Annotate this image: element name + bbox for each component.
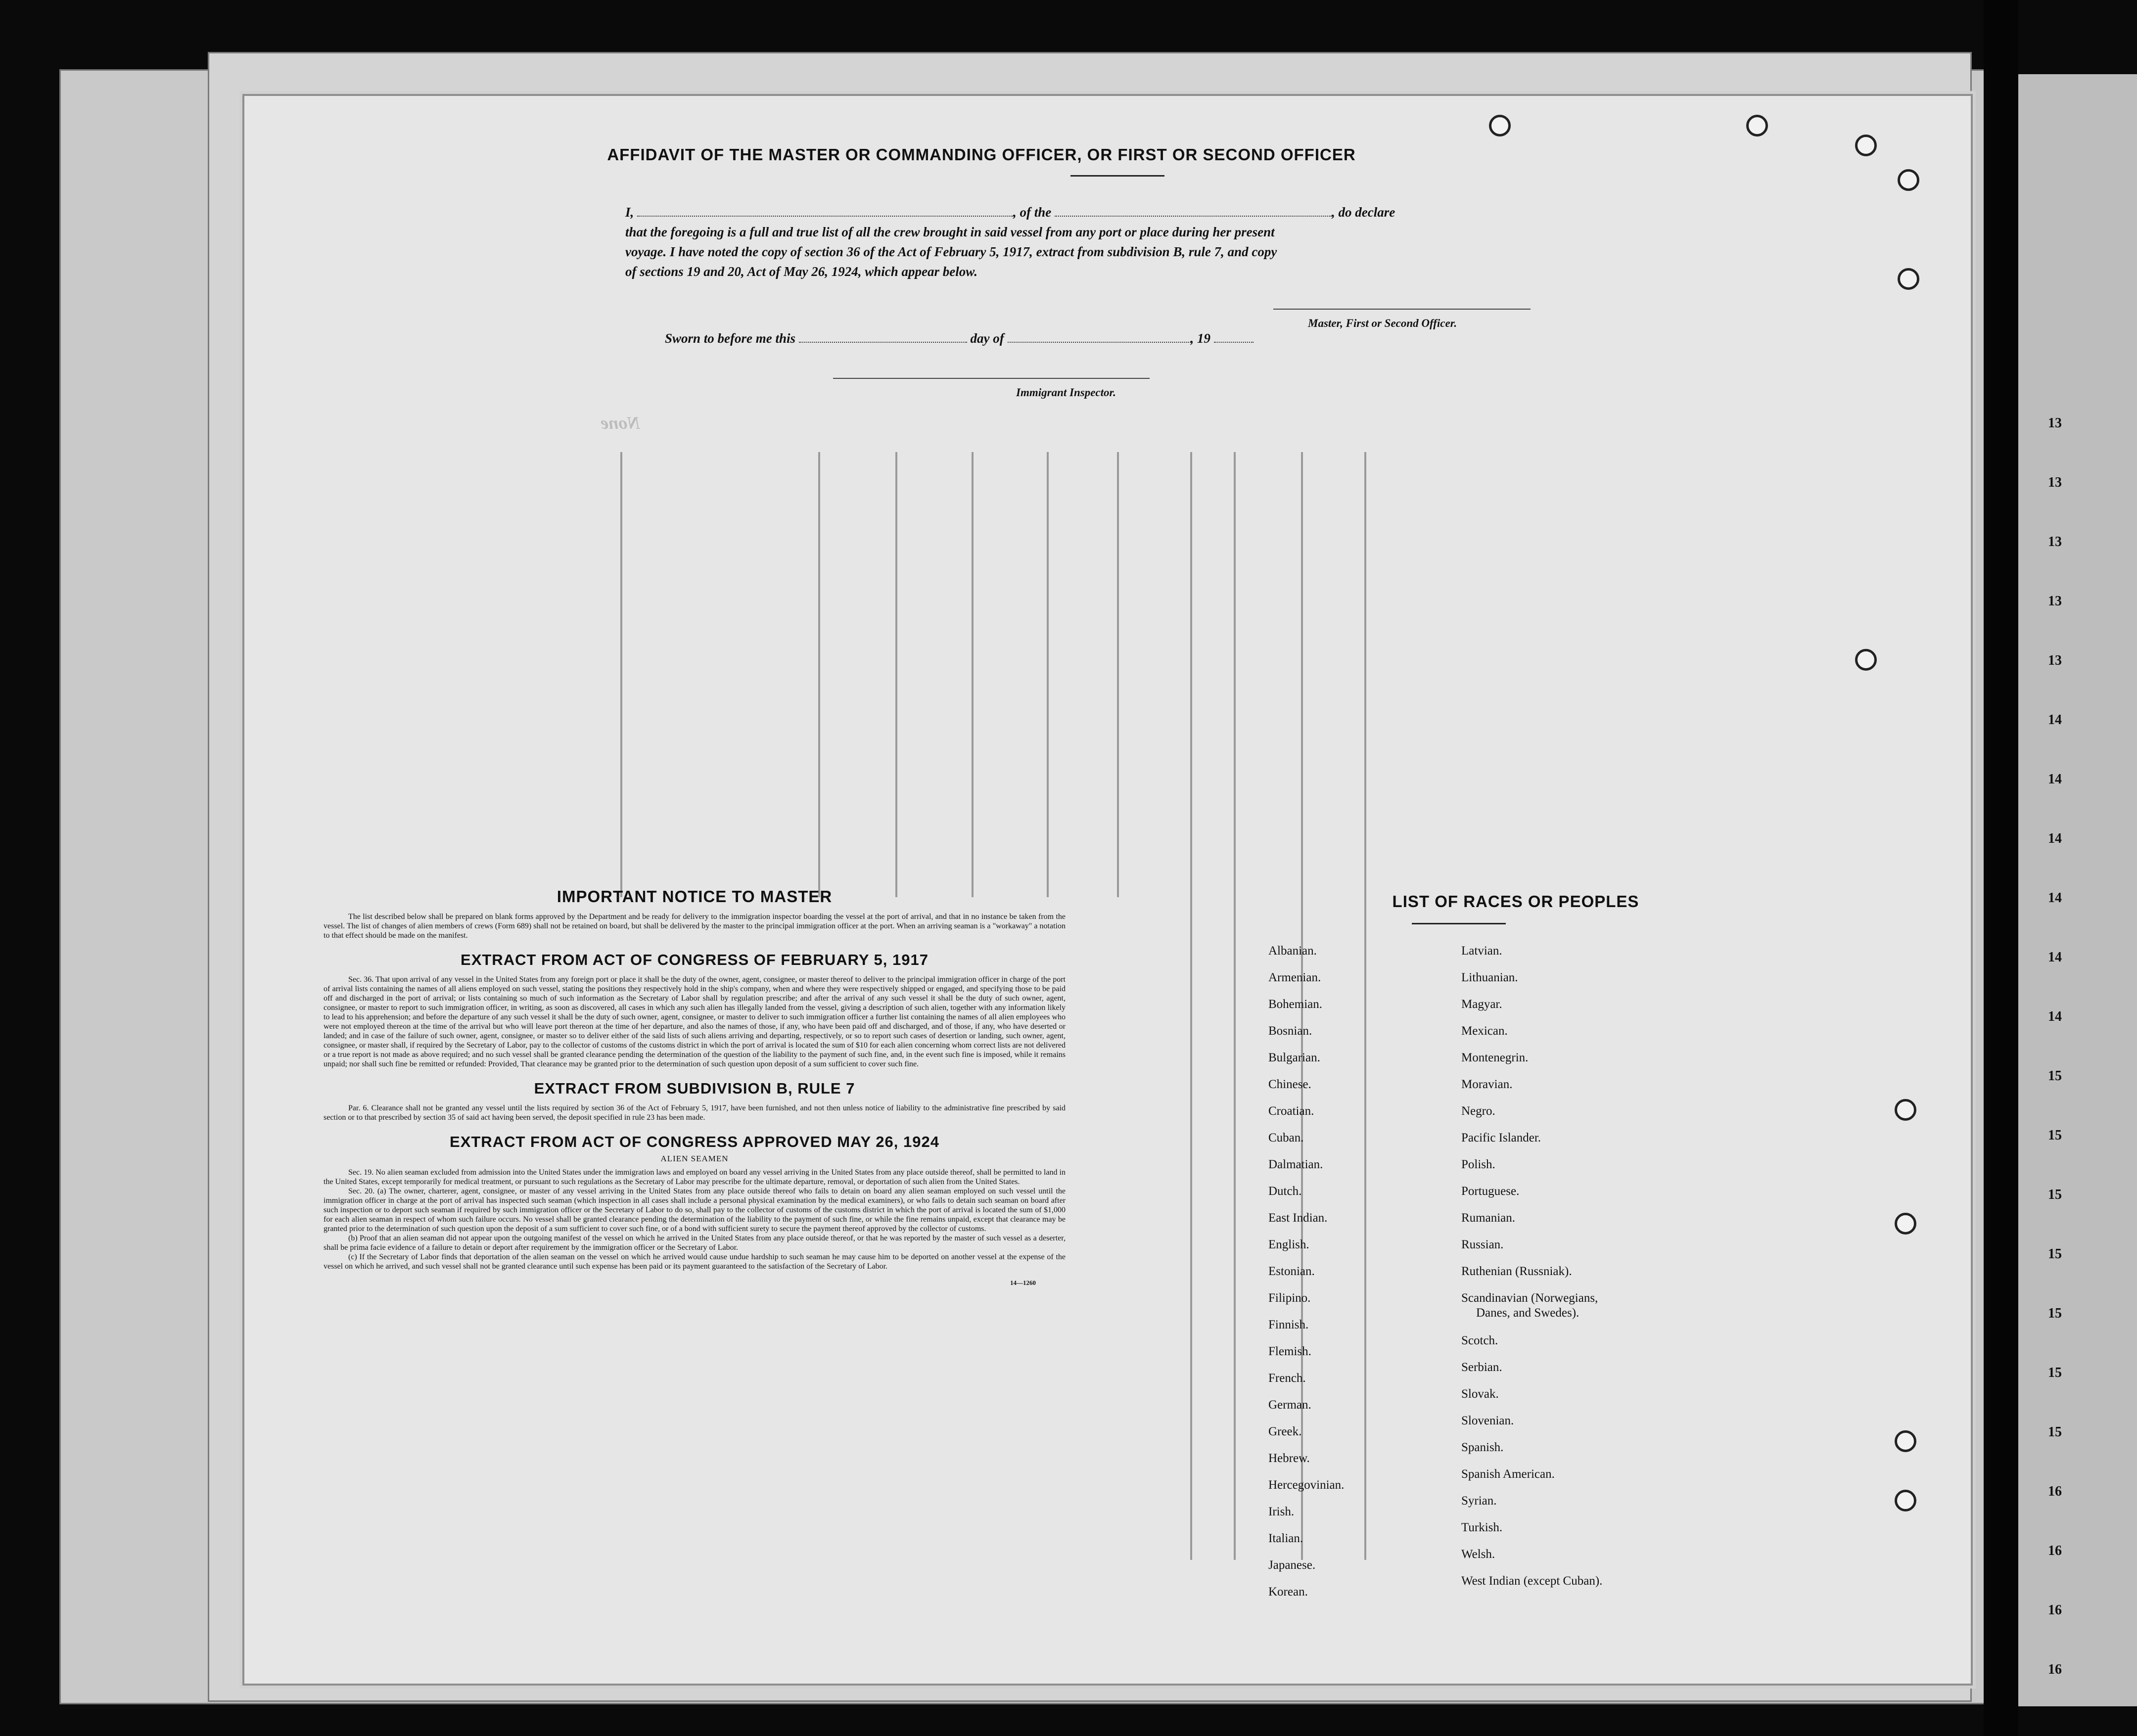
race-item: Negro.	[1461, 1104, 1495, 1118]
race-item: Ruthenian (Russniak).	[1461, 1265, 1572, 1278]
sworn-label: Sworn to before me this	[665, 331, 796, 346]
edge-row-number: 16	[2048, 1484, 2062, 1499]
races-title-underline	[1412, 923, 1506, 924]
edge-row-number: 13	[2048, 594, 2062, 609]
race-item: Estonian.	[1268, 1265, 1315, 1278]
race-item: Magyar.	[1461, 998, 1502, 1011]
race-item: French.	[1268, 1371, 1306, 1385]
sec-20c-body: (c) If the Secretary of Labor finds that deportation of the alien seaman on the vessel on which he arrived would cause undue hardship to such seaman he may cause him to be deported on another vessel at the expense of the vessel on which he arrived, and such vessel shall not be granted clearance until such expense has been paid or its payment guaranteed to the satisfaction of the Secretary of Labor.	[324, 1253, 1066, 1271]
punch-hole	[1855, 649, 1877, 671]
extract-1917-title: EXTRACT FROM ACT OF CONGRESS OF FEBRUARY 5, 1917	[461, 951, 929, 968]
race-item: Croatian.	[1268, 1104, 1314, 1118]
punch-hole	[1855, 135, 1877, 156]
race-item: Serbian.	[1461, 1361, 1502, 1374]
race-item: Turkish.	[1461, 1521, 1503, 1534]
sworn-year-field[interactable]	[1214, 329, 1254, 343]
sworn-day-field[interactable]	[799, 329, 967, 343]
binding-gap	[1984, 0, 2018, 1736]
edge-row-number: 15	[2048, 1424, 2062, 1440]
race-item: Scandinavian (Norwegians,	[1461, 1291, 1598, 1305]
race-item: Polish.	[1461, 1158, 1495, 1171]
race-item: Italian.	[1268, 1532, 1303, 1545]
race-item: Spanish.	[1461, 1441, 1504, 1454]
race-item: Korean.	[1268, 1585, 1308, 1599]
ghost-column-line	[895, 452, 897, 897]
ghost-column-line	[1234, 452, 1236, 1560]
declaration-line-3: voyage. I have noted the copy of section 36 of the Act of February 5, 1917, extract from subdivision B, rule 7, and copy	[625, 244, 1277, 259]
race-item: Syrian.	[1461, 1494, 1497, 1508]
sec-20a-body: Sec. 20. (a) The owner, charterer, agent, consignee, or master of any vessel arriving in the United States from any place outside thereof who fails to detain on board any alien seaman employed on such vessel until the immigration officer in charge at the port of arrival has inspected such seaman (which inspection in all cases shall include a personal physical examination by the medical examiners), or who fails to detain such seaman on board after such inspection or to deport such seaman if required by such immigration officer or the Secretary of Labor to do so, shall pay to the collector of customs of the customs district in which the port of arrival is located the sum of $1,000 for each alien seaman in respect of whom such failure occurs. No vessel shall be granted clearance pending the determination of the liability to the payment of such fine, or while the fine remains unpaid, except that clearance may be granted prior to the determination of such question upon the deposit of a sum sufficient to cover such fine, or of a bond with sufficient surety to secure the payment thereof approved by the collector of customs.	[324, 1187, 1066, 1233]
race-item: Bulgarian.	[1268, 1051, 1320, 1064]
races-title: LIST OF RACES OR PEOPLES	[1392, 892, 1639, 911]
race-item: English.	[1268, 1238, 1309, 1251]
edge-row-number: 14	[2048, 772, 2062, 787]
alien-seamen-subtitle: ALIEN SEAMEN	[660, 1154, 729, 1163]
race-item: Welsh.	[1461, 1548, 1495, 1561]
signature-line[interactable]	[1273, 309, 1531, 310]
sec-19-body: Sec. 19. No alien seaman excluded from admission into the United States under the immigration laws and employed on board any vessel arriving in the United States from any place outside thereof, shall be permitted to land in the United States, except temporarily for medical treatment, or pursuant to such regulations as the Secretary of Labor may prescribe for the ultimate departure, removal, or deportation of such alien from the United States.	[324, 1168, 1066, 1186]
race-item: Greek.	[1268, 1425, 1302, 1438]
race-item: Pacific Islander.	[1461, 1131, 1541, 1144]
race-item: Hebrew.	[1268, 1452, 1310, 1465]
edge-row-number: 14	[2048, 950, 2062, 965]
race-item: West Indian (except Cuban).	[1461, 1574, 1603, 1588]
notice-body: The list described below shall be prepared on blank forms approved by the Department and be ready for delivery to the immigration inspector boarding the vessel at the port of arrival, and that in no instance be taken from the vessel. The list of changes of alien members of crews (Form 689) shall not be retained on board, but shall be delivered by the master to the principal immigration officer at the port. When an arriving seaman is a "workaway" a notation to that effect should be made on the manifest.	[324, 913, 1066, 940]
label-i: I,	[625, 205, 634, 220]
edge-row-number: 13	[2048, 653, 2062, 668]
race-item: Lithuanian.	[1461, 971, 1518, 984]
race-item: Latvian.	[1461, 944, 1502, 958]
punch-hole	[1895, 1213, 1916, 1234]
affidavit-title: AFFIDAVIT OF THE MASTER OR COMMANDING OFFICER, OR FIRST OR SECOND OFFICER	[607, 145, 1356, 164]
ghost-column-line	[972, 452, 974, 897]
sworn-line	[665, 328, 1254, 348]
edge-row-number: 15	[2048, 1068, 2062, 1084]
handwritten-note: None	[601, 413, 640, 433]
ghost-column-line	[1117, 452, 1119, 897]
race-item: Irish.	[1268, 1505, 1295, 1518]
right-adjacent-sheet	[2018, 74, 2137, 1706]
name-field[interactable]	[637, 203, 1013, 217]
race-item: East Indian.	[1268, 1211, 1328, 1225]
race-item: Armenian.	[1268, 971, 1321, 984]
race-item: Finnish.	[1268, 1318, 1309, 1331]
edge-row-number: 13	[2048, 534, 2062, 549]
sworn-month-field[interactable]	[1008, 329, 1191, 343]
sec-20b-body: (b) Proof that an alien seaman did not appear upon the outgoing manifest of the vessel on which he arrived in the United States from any place outside thereof, or that he was reported by the master of such vessel as a deserter, shall be prima facie evidence of a failure to detain or deport after requirement by the immigration officer or the Secretary of Labor.	[324, 1234, 1066, 1252]
punch-hole	[1895, 1430, 1916, 1452]
declaration-line-4: of sections 19 and 20, Act of May 26, 1924, which appear below.	[625, 264, 977, 279]
race-item: Albanian.	[1268, 944, 1317, 958]
punch-hole	[1898, 169, 1919, 191]
declaration-line-1	[625, 202, 1565, 222]
race-item: Filipino.	[1268, 1291, 1311, 1305]
race-item: German.	[1268, 1398, 1311, 1412]
declaration-line-2: that the foregoing is a full and true list of all the crew brought in said vessel from any port or place during her present	[625, 225, 1275, 239]
edge-row-number: 15	[2048, 1306, 2062, 1321]
edge-row-number: 15	[2048, 1365, 2062, 1380]
race-item: Slovenian.	[1461, 1414, 1514, 1427]
edge-row-number: 16	[2048, 1602, 2062, 1618]
edge-row-number: 13	[2048, 415, 2062, 431]
punch-hole	[1898, 268, 1919, 290]
ghost-column-line	[818, 452, 820, 897]
ghost-column-line	[620, 452, 622, 897]
title-underline	[1070, 175, 1164, 177]
edge-row-number: 14	[2048, 831, 2062, 846]
inspector-signature-line[interactable]	[833, 378, 1150, 379]
ghost-column-line	[1190, 452, 1192, 1560]
edge-row-number: 15	[2048, 1246, 2062, 1262]
race-item: Slovak.	[1461, 1387, 1499, 1401]
race-item: Montenegrin.	[1461, 1051, 1529, 1064]
race-item: Dalmatian.	[1268, 1158, 1323, 1171]
race-item: Bosnian.	[1268, 1024, 1312, 1038]
label-of-the: , of the	[1013, 205, 1052, 220]
race-item: Cuban.	[1268, 1131, 1304, 1144]
edge-row-number: 14	[2048, 1009, 2062, 1024]
signature-caption: Master, First or Second Officer.	[1308, 317, 1457, 329]
punch-hole	[1895, 1490, 1916, 1511]
race-item: Spanish American.	[1461, 1467, 1555, 1481]
edge-row-number: 14	[2048, 712, 2062, 728]
race-item: Japanese.	[1268, 1558, 1316, 1572]
label-declare: , do declare	[1332, 205, 1395, 220]
edge-row-number: 16	[2048, 1543, 2062, 1558]
race-item: Russian.	[1461, 1238, 1504, 1251]
edge-row-number: 15	[2048, 1128, 2062, 1143]
inspector-caption: Immigrant Inspector.	[1016, 386, 1116, 399]
vessel-field[interactable]	[1055, 203, 1332, 217]
race-item: Mexican.	[1461, 1024, 1508, 1038]
race-item: Hercegovinian.	[1268, 1478, 1345, 1492]
form-number: 14—1260	[1010, 1279, 1036, 1286]
ghost-column-line	[1047, 452, 1049, 897]
race-item: Rumanian.	[1461, 1211, 1516, 1225]
subdivision-b-title: EXTRACT FROM SUBDIVISION B, RULE 7	[534, 1080, 855, 1097]
race-item: Bohemian.	[1268, 998, 1323, 1011]
edge-row-number: 13	[2048, 475, 2062, 490]
race-item: Moravian.	[1461, 1078, 1513, 1091]
race-item: Dutch.	[1268, 1185, 1302, 1198]
race-item: Portuguese.	[1461, 1185, 1520, 1198]
race-item: Flemish.	[1268, 1345, 1311, 1358]
extract-1924-title: EXTRACT FROM ACT OF CONGRESS APPROVED MAY 26, 1924	[450, 1133, 939, 1150]
edge-row-number: 15	[2048, 1187, 2062, 1202]
day-of-label: day of	[970, 331, 1004, 346]
ghost-column-line	[1364, 452, 1366, 1560]
race-item: Chinese.	[1268, 1078, 1311, 1091]
year-label: , 19	[1190, 331, 1211, 346]
document-page	[242, 94, 1973, 1686]
notice-title: IMPORTANT NOTICE TO MASTER	[557, 887, 833, 906]
edge-row-number: 14	[2048, 890, 2062, 906]
legal-notices	[324, 887, 1066, 1287]
punch-hole	[1895, 1099, 1916, 1121]
subdivision-b-body: Par. 6. Clearance shall not be granted any vessel until the lists required by section 36 of the Act of February 5, 1917, have been furnished, and not then unless notice of liability to the administrative fine prescribed by said section or to that prescribed by section 35 of said act having been served, the deposit specified in rule 23 has been made.	[324, 1104, 1066, 1122]
punch-hole	[1489, 115, 1511, 137]
race-item: Scotch.	[1461, 1334, 1498, 1347]
race-item: Danes, and Swedes).	[1476, 1306, 1580, 1320]
extract-1917-body: Sec. 36. That upon arrival of any vessel in the United States from any foreign port or place it shall be the duty of the owner, agent, consignee, or master thereof to deliver to the principal immigration officer in charge of the port of arrival lists containing the names of all aliens employed on such vessel, stating the positions they respectively hold in the ship's company, when and where they were respectively shipped or engaged, and specifying those to be paid off and discharged in the port of arrival; or lists containing so much of such information as the Secretary of Labor shall by regulation prescribe; and after the arrival of any such vessel it shall be the duty of such owner, agent, consignee, or master to report to such immigration officer, in writing, as soon as discovered, all cases in which any such alien has illegally landed from the vessel, giving a description of such alien, together with any information likely to lead to his apprehension; and before the departure of any such vessel it shall be the duty of such owner, agent, consignee, or master to deliver to such immigration officer a further list containing the names of all alien employees who were not employed thereon at the time of the arrival but who will leave port thereon at the time of her departure, and also the names of those, if any, who have been paid off and discharged, and of those, if any, who have deserted or landed; and in case of the failure of such owner, agent, consignee, or master so to deliver either of the said lists of such aliens arriving and departing, respectively, or so to report such cases of desertion or landing, such owner, agent, consignee, or master shall, if required by the Secretary of Labor, pay to the collector of customs of the customs district in which the port of arrival is located the sum of $10 for each alien concerning whom correct lists are not delivered or a true report is not made as above required; and no such vessel shall be granted clearance pending the determination of the question of the liability to the payment of such fine, and, in the event such fine is imposed, while it remains unpaid; nor shall such fine be remitted or refunded: Provided, That clearance may be granted prior to the determination of such question upon deposit of a sum sufficient to cover such fine.	[324, 975, 1066, 1068]
edge-row-number: 16	[2048, 1662, 2062, 1677]
punch-hole	[1746, 115, 1768, 137]
